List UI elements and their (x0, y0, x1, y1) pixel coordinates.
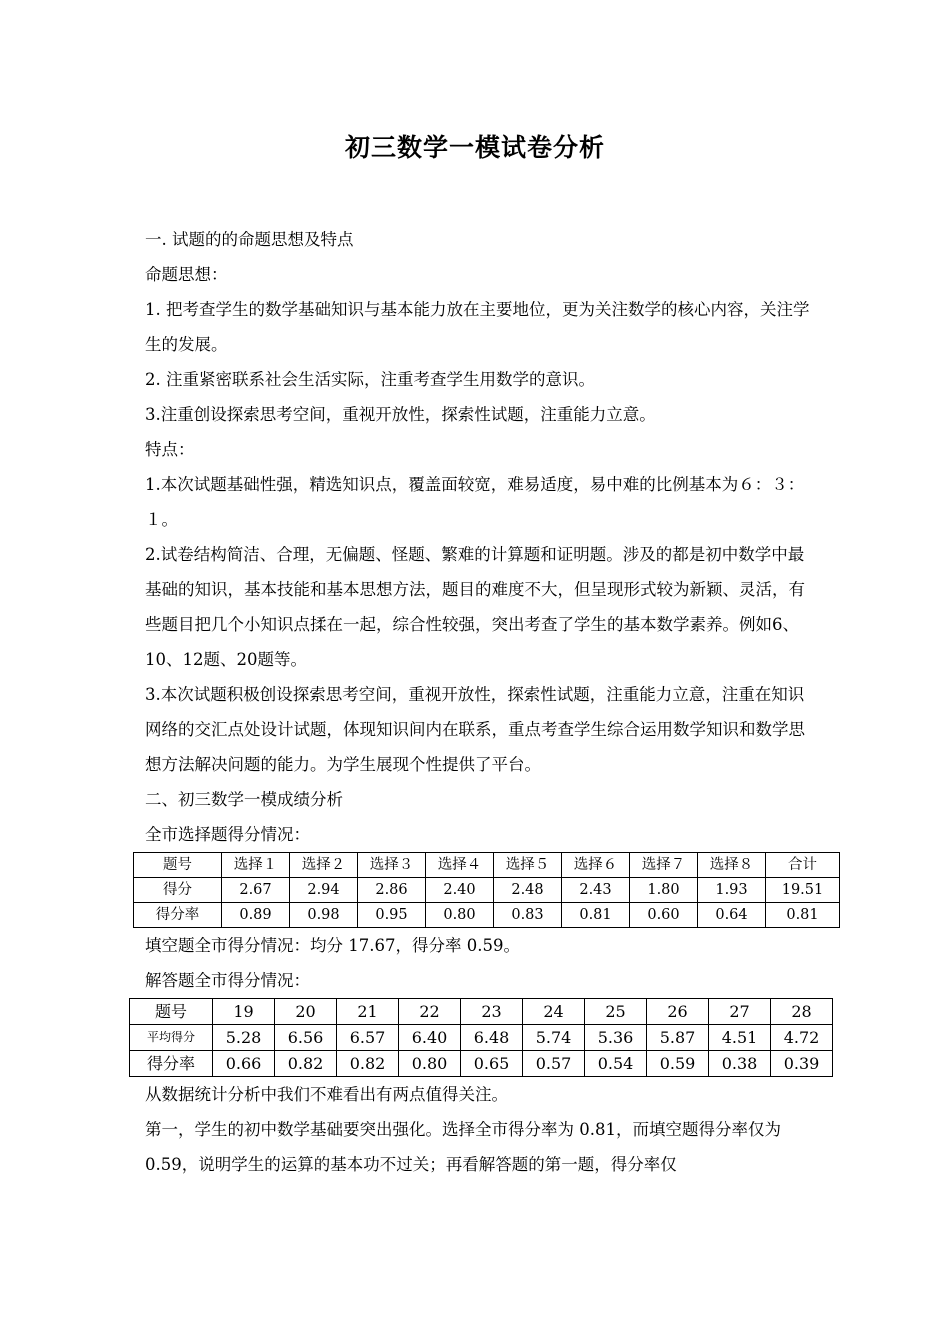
table-cell: 0.83 (494, 903, 562, 928)
table-cell: 0.57 (523, 1051, 585, 1077)
table-cell: 19.51 (766, 878, 840, 903)
table-cell: 0.82 (275, 1051, 337, 1077)
table-cell: 21 (337, 999, 399, 1025)
table-cell: 0.80 (426, 903, 494, 928)
table-cell: 25 (585, 999, 647, 1025)
table-cell: 0.38 (709, 1051, 771, 1077)
table-cell: 26 (647, 999, 709, 1025)
table-cell: 1.93 (698, 878, 766, 903)
table-cell: 22 (399, 999, 461, 1025)
table-cell: 20 (275, 999, 337, 1025)
table-cell: 4.72 (771, 1025, 833, 1051)
table-cell: 0.39 (771, 1051, 833, 1077)
table-cell: 选择１ (222, 853, 290, 878)
document-body (145, 222, 824, 1182)
choice-score-table (133, 852, 840, 928)
table-cell: 得分率 (130, 1051, 213, 1077)
table-cell: 选择６ (562, 853, 630, 878)
table-cell: 0.80 (399, 1051, 461, 1077)
section-heading-1: 一. 试题的的命题思想及特点 (145, 230, 354, 249)
table-cell: 24 (523, 999, 585, 1025)
table-cell: 19 (213, 999, 275, 1025)
answer-score-table (129, 998, 833, 1077)
table-row (134, 853, 840, 878)
table-cell: 6.40 (399, 1025, 461, 1051)
table-cell: 选择４ (426, 853, 494, 878)
paragraph: 解答题全市得分情况： (145, 971, 310, 990)
table-cell: 2.48 (494, 878, 562, 903)
table-cell: 得分率 (134, 903, 222, 928)
table-cell: 得分 (134, 878, 222, 903)
table-cell: 选择２ (290, 853, 358, 878)
table-cell: 0.81 (562, 903, 630, 928)
table-cell: 选择８ (698, 853, 766, 878)
table-row (130, 1051, 833, 1077)
paragraph: 1. 把考查学生的数学基础知识与基本能力放在主要地位，更为关注数学的核心内容，关注学生的发展。 (145, 300, 810, 354)
table-cell: 6.56 (275, 1025, 337, 1051)
paragraph: 2.试卷结构简洁、合理，无偏题、怪题、繁难的计算题和证明题。涉及的都是初中数学中最基础的知识，基本技能和基本思想方法，题目的难度不大，但呈现形式较为新颖、灵活，有些题目把几个小知识点揉在一起，综合性较强，突出考查了学生的基本数学素养。例如6、10、12题、20题等。 (145, 545, 805, 669)
table-cell: 合计 (766, 853, 840, 878)
paragraph: 3.注重创设探索思考空间，重视开放性，探索性试题，注重能力立意。 (145, 405, 656, 424)
table-cell: 0.64 (698, 903, 766, 928)
table-cell: 平均得分 (130, 1025, 213, 1051)
paragraph: 全市选择题得分情况： (145, 825, 310, 844)
table-row (134, 903, 840, 928)
table-row (130, 999, 833, 1025)
table-cell: 题号 (134, 853, 222, 878)
paragraph: 第一，学生的初中数学基础要突出强化。选择全市得分率为 0.81，而填空题得分率仅为 0.59，说明学生的运算的基本功不过关；再看解答题的第一题，得分率仅 (145, 1120, 781, 1174)
paragraph: 1.本次试题基础性强，精选知识点，覆盖面较宽，难易适度，易中难的比例基本为６：３：１。 (145, 475, 805, 529)
table-cell: 5.28 (213, 1025, 275, 1051)
table-cell: 0.98 (290, 903, 358, 928)
table-cell: 0.60 (630, 903, 698, 928)
table-cell: 28 (771, 999, 833, 1025)
table-cell: 6.57 (337, 1025, 399, 1051)
table-cell: 题号 (130, 999, 213, 1025)
table-cell: 2.94 (290, 878, 358, 903)
paragraph: 填空题全市得分情况：均分 17.67，得分率 0.59。 (145, 936, 520, 955)
section-heading-2: 二、初三数学一模成绩分析 (145, 790, 343, 809)
paragraph: 特点： (145, 440, 195, 459)
table-cell: 0.82 (337, 1051, 399, 1077)
table-cell: 0.59 (647, 1051, 709, 1077)
table-cell: 0.65 (461, 1051, 523, 1077)
table-cell: 0.95 (358, 903, 426, 928)
table-row (130, 1025, 833, 1051)
table-cell: 0.54 (585, 1051, 647, 1077)
table-cell: 2.67 (222, 878, 290, 903)
table-cell: 5.87 (647, 1025, 709, 1051)
paragraph: 从数据统计分析中我们不难看出有两点值得关注。 (145, 1085, 508, 1104)
document-title: 初三数学一模试卷分析 (344, 133, 605, 162)
table-cell: 5.36 (585, 1025, 647, 1051)
paragraph: 2. 注重紧密联系社会生活实际，注重考查学生用数学的意识。 (145, 370, 595, 389)
table-cell: 0.89 (222, 903, 290, 928)
table-cell: 1.80 (630, 878, 698, 903)
table-cell: 5.74 (523, 1025, 585, 1051)
table-cell: 0.66 (213, 1051, 275, 1077)
table-cell: 2.40 (426, 878, 494, 903)
paragraph: 命题思想： (145, 265, 228, 284)
table-cell: 2.86 (358, 878, 426, 903)
table-cell: 0.81 (766, 903, 840, 928)
table-cell: 2.43 (562, 878, 630, 903)
table-cell: 选择３ (358, 853, 426, 878)
table-cell: 选择５ (494, 853, 562, 878)
table-cell: 4.51 (709, 1025, 771, 1051)
table-cell: 选择７ (630, 853, 698, 878)
table-cell: 23 (461, 999, 523, 1025)
paragraph: 3.本次试题积极创设探索思考空间，重视开放性，探索性试题，注重能力立意，注重在知识网络的交汇点处设计试题，体现知识间内在联系，重点考查学生综合运用数学知识和数学思想方法解决问题的能力。为学生展现个性提供了平台。 (145, 685, 805, 774)
table-row (134, 878, 840, 903)
table-cell: 6.48 (461, 1025, 523, 1051)
table-cell: 27 (709, 999, 771, 1025)
